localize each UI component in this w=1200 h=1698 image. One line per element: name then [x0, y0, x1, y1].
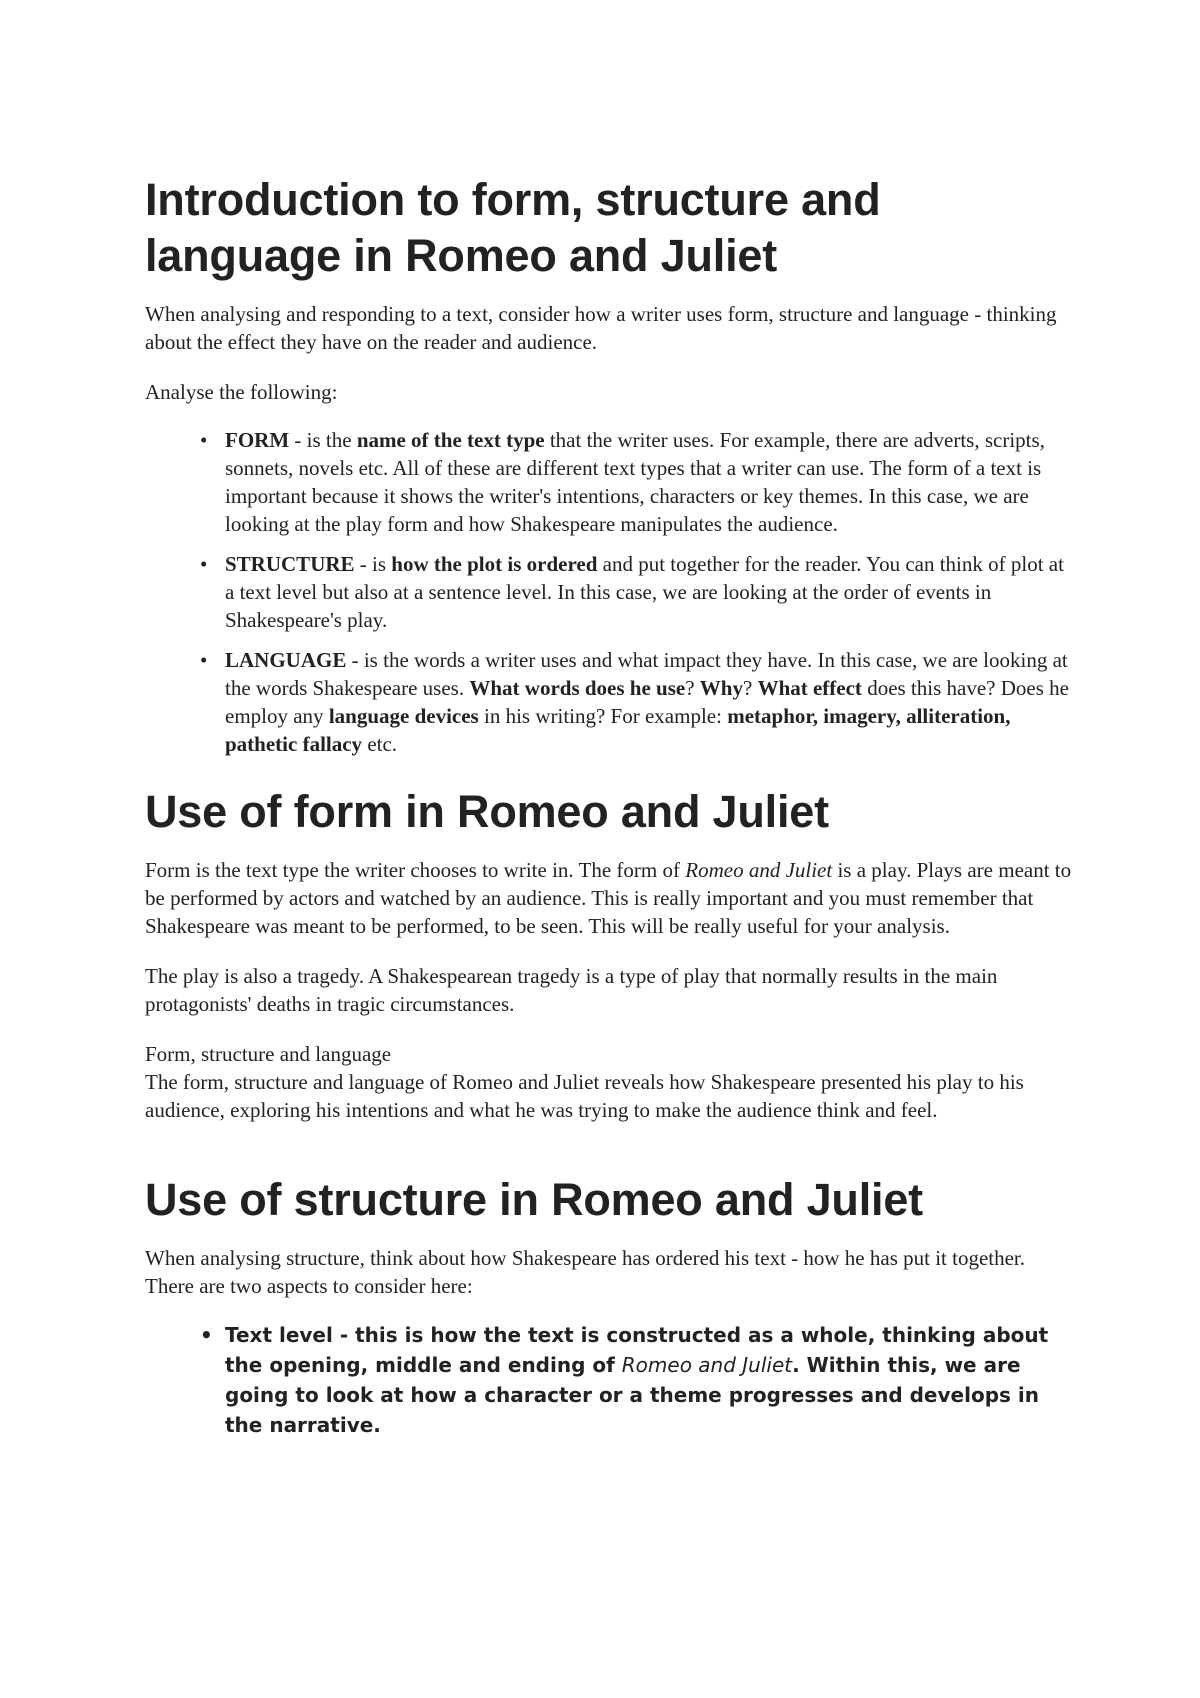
text-run: in his writing? For example: — [478, 704, 728, 728]
italic-run: Romeo and Juliet — [685, 858, 833, 882]
text-run: ? — [685, 676, 700, 700]
bold-run: What words does he use — [469, 676, 686, 700]
list-item-text-level — [200, 1320, 1075, 1440]
term-form: FORM — [225, 428, 290, 452]
text-run: - is — [354, 552, 392, 576]
term-text-level: Text level — [225, 1323, 333, 1347]
term-language: LANGUAGE — [225, 648, 347, 672]
document-page — [145, 172, 1075, 1452]
list-item-form — [200, 426, 1075, 538]
heading-form: Use of form in Romeo and Juliet — [145, 786, 829, 837]
heading-introduction: Introduction to form, structure and language in Romeo and Juliet — [145, 174, 881, 281]
text-run: - this is how the text is constructed as a whole, thinking about the opening, middle and ending of — [225, 1323, 1049, 1377]
bold-run: Why — [699, 676, 743, 700]
analysis-list — [145, 426, 1075, 758]
bold-run: metaphor, imagery, alliteration, pathetic fallacy — [225, 704, 1011, 756]
text-run: Form is the text type the writer chooses to write in. The form of — [145, 858, 686, 882]
text-run: . Within this, we are going to look at how a character or a theme progresses and develops in the narrative. — [225, 1353, 1039, 1437]
form-paragraph-1 — [145, 856, 1075, 940]
form-structure-language-label: Form, structure and language — [145, 1042, 392, 1066]
bold-run: language devices — [328, 704, 479, 728]
text-run: that the writer uses. For example, there are adverts, scripts, sonnets, novels etc. All of these are different text types that a writer can use. The form of a text is important because it shows the writer's intentions, characters or key themes. In this case, we are looking at the play form and how Shakespeare manipulates the audience. — [225, 428, 1045, 536]
form-paragraph-3: The form, structure and language of Romeo and Juliet reveals how Shakespeare presented his play to his audience, exploring his intentions and what he was trying to make the audience think and feel. — [145, 1070, 1024, 1122]
text-run: etc. — [362, 732, 398, 756]
italic-run: Romeo and Juliet — [621, 1353, 793, 1377]
bullet-icon: • — [200, 648, 208, 672]
text-run: - is the — [289, 428, 357, 452]
structure-list — [145, 1320, 1075, 1440]
structure-intro: When analysing structure, think about how Shakespeare has ordered his text - how he has put it together. There are two aspects to consider here: — [145, 1246, 1026, 1298]
bold-run: name of the text type — [356, 428, 545, 452]
bullet-icon: • — [200, 428, 208, 452]
form-paragraph-2: The play is also a tragedy. A Shakespearean tragedy is a type of play that normally results in the main protagonists' deaths in tragic circumstances. — [145, 964, 998, 1016]
term-structure: STRUCTURE — [225, 552, 355, 576]
bold-run: What effect — [757, 676, 862, 700]
bullet-icon: • — [200, 1323, 213, 1347]
list-item-language — [200, 646, 1075, 758]
bullet-icon: • — [200, 552, 208, 576]
analyse-label: Analyse the following: — [145, 380, 338, 404]
text-run: and put together for the reader. You can think of plot at a text level but also at a sentence level. In this case, we are looking at the order of events in Shakespeare's play. — [225, 552, 1064, 632]
text-run: ? — [742, 676, 758, 700]
list-item-structure — [200, 550, 1075, 634]
heading-structure: Use of structure in Romeo and Juliet — [145, 1174, 923, 1225]
text-run: is a play. Plays are meant to be performed by actors and watched by an audience. This is really important and you must remember that Shakespeare was meant to be performed, to be seen. This will be really useful for your analysis. — [145, 858, 1072, 938]
text-run: - is the words a writer uses and what impact they have. In this case, we are looking at the words Shakespeare uses. — [225, 648, 1068, 700]
intro-paragraph: When analysing and responding to a text, consider how a writer uses form, structure and language - thinking about the effect they have on the reader and audience. — [145, 302, 1057, 354]
text-run: does this have? Does he employ any — [225, 676, 1069, 728]
bold-run: how the plot is ordered — [391, 552, 598, 576]
